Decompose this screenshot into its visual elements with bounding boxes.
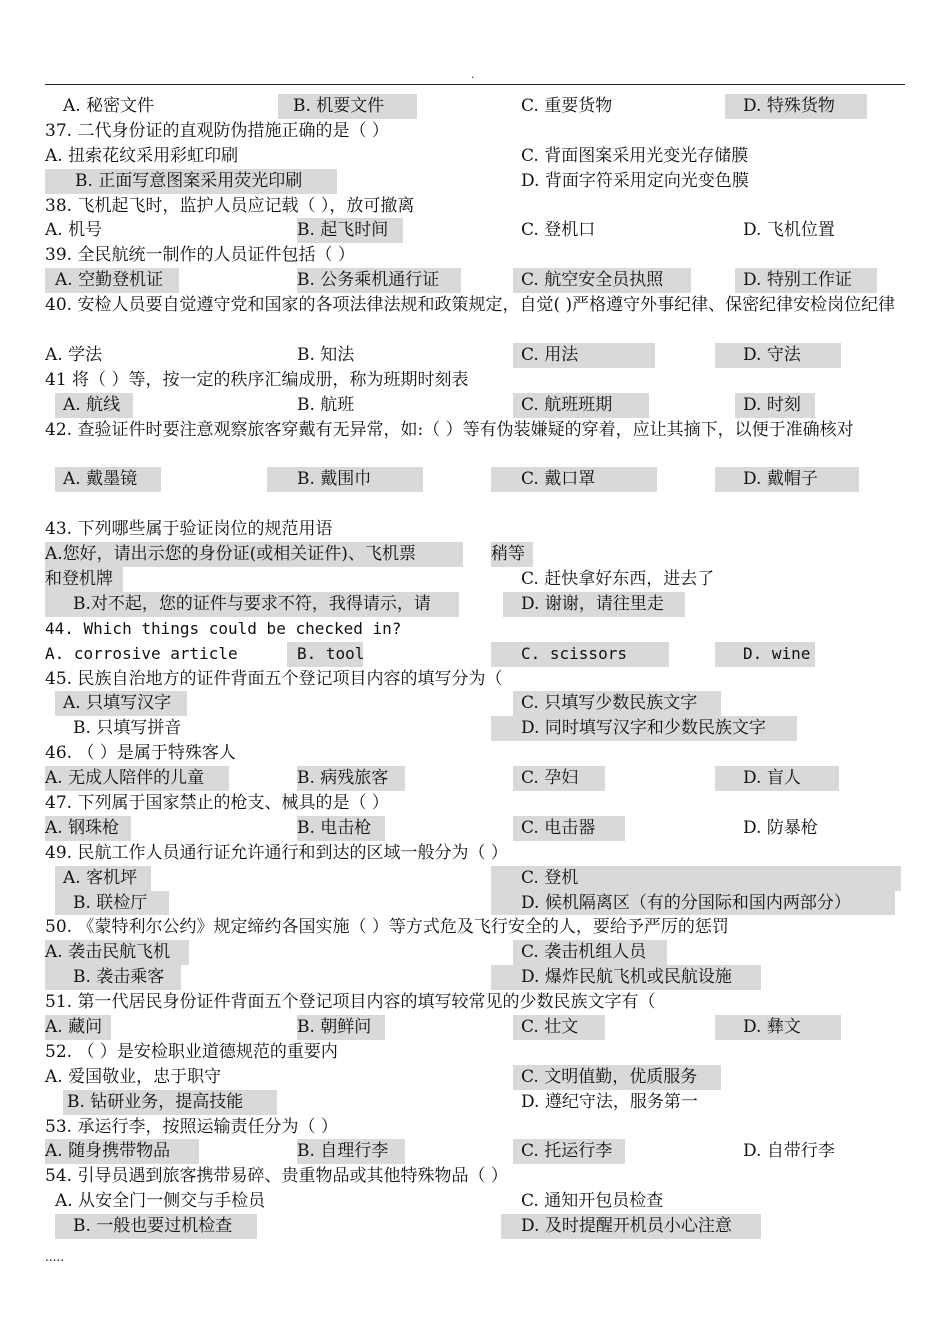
- question-text: 39. 全民航统一制作的人员证件包括（ ）: [45, 245, 355, 266]
- options-row: [45, 567, 907, 592]
- option-c: C. 航空安全员执照: [513, 268, 691, 293]
- question-text: 47. 下列属于国家禁止的枪支、械具的是（ ）: [45, 792, 389, 813]
- option-a-tail: 稍等: [491, 542, 533, 567]
- question-text: 45. 民族自治地方的证件背面五个登记项目内容的填写分为（: [45, 668, 503, 689]
- question-45: [45, 667, 907, 692]
- header-rule: [45, 84, 905, 85]
- question-text: 52. （ ）是安检职业道德规范的重要内: [45, 1041, 338, 1062]
- options-row: [45, 1090, 907, 1115]
- option-a: A. 钢珠枪: [45, 816, 131, 841]
- option-d: D. 盲人: [715, 766, 839, 791]
- question-text: 38. 飞机起飞时，监护人员应记载（ ），放可撤离: [45, 195, 415, 216]
- options-row: [45, 343, 907, 368]
- option-c: C. 通知开包员检查: [521, 1191, 664, 1212]
- option-a: A. 航线: [55, 393, 133, 418]
- option-c: C. 赶快拿好东西，进去了: [521, 568, 715, 589]
- option-d: D. 防暴枪: [743, 817, 818, 838]
- options-row: [45, 1065, 907, 1090]
- option-a: A. 无成人陪伴的儿童: [45, 766, 229, 791]
- option-c: C. 戴口罩: [491, 467, 657, 492]
- option-d: D. 飞机位置: [743, 220, 835, 241]
- options-row: [45, 218, 907, 243]
- option-a: A. 扭索花纹采用彩虹印刷: [45, 145, 239, 166]
- option-d: D. wine: [715, 642, 815, 667]
- options-row: [45, 766, 907, 791]
- option-c: C. 只填写少数民族文字: [513, 691, 721, 716]
- options-row: [45, 94, 907, 119]
- question-47: [45, 791, 907, 816]
- options-row: [45, 1189, 907, 1214]
- option-b: B. 只填写拼音: [73, 718, 182, 739]
- option-a: A. 袭击民航飞机: [45, 940, 189, 965]
- question-41: [45, 368, 907, 393]
- option-a: A. 空勤登机证: [45, 268, 179, 293]
- options-row: [45, 169, 907, 194]
- option-b: B.对不起，您的证件与要求不符，我得请示，请: [45, 592, 459, 617]
- question-37: [45, 119, 907, 144]
- option-a: A. 学法: [45, 344, 103, 365]
- question-text: 43. 下列哪些属于验证岗位的规范用语: [45, 519, 333, 540]
- question-54: [45, 1164, 907, 1189]
- option-a: A. 从安全门一侧交与手检员: [55, 1191, 266, 1212]
- question-text: 37. 二代身份证的直观防伪措施正确的是（ ）: [45, 120, 389, 141]
- option-c: C. 壮文: [513, 1015, 605, 1040]
- option-b: B. 联检厅: [55, 891, 169, 916]
- blank-line: [45, 492, 907, 517]
- option-c: C. 用法: [513, 343, 655, 368]
- options-row: [45, 268, 907, 293]
- option-c: C. scissors: [491, 642, 669, 667]
- option-d: D. 特殊货物: [725, 94, 867, 119]
- option-d: D. 彝文: [715, 1015, 841, 1040]
- option-d: D. 守法: [715, 343, 841, 368]
- option-c: C. 重要货物: [521, 96, 613, 116]
- option-c: C. 背面图案采用光变光存储膜: [521, 145, 749, 166]
- option-a: A. 随身携带物品: [45, 1139, 199, 1164]
- option-d: D. 谢谢，请往里走: [503, 592, 685, 617]
- option-c: C. 电击器: [513, 816, 625, 841]
- option-d: D. 爆炸民航飞机或民航设施: [491, 965, 761, 990]
- options-row: [45, 866, 907, 891]
- option-b: B. 自理行李: [297, 1139, 405, 1164]
- question-50: [45, 915, 907, 940]
- option-d: D. 时刻: [735, 393, 815, 418]
- question-text: 54. 引导员遇到旅客携带易碎、贵重物品或其他特殊物品（ ）: [45, 1166, 508, 1187]
- option-a: A. 藏问: [45, 1015, 111, 1040]
- options-row: [45, 592, 907, 617]
- option-d: D. 同时填写汉字和少数民族文字: [491, 716, 797, 741]
- option-b: B. 钻研业务，提高技能: [63, 1090, 277, 1115]
- option-c: C. 袭击机组人员: [513, 940, 667, 965]
- question-text: 40. 安检人员要自觉遵守党和国家的各项法律法规和政策规定，自觉( )严格遵守外事纪律、保密纪律安检岗位纪律: [45, 295, 896, 316]
- option-c: C. 登机口: [521, 220, 596, 241]
- options-row: [45, 816, 907, 841]
- question-text: 41 将（ ）等，按一定的秩序汇编成册，称为班期时刻表: [45, 369, 469, 390]
- options-row: [45, 642, 907, 667]
- option-a: A. 机号: [45, 220, 103, 241]
- option-c: C. 文明值勤，优质服务: [513, 1065, 721, 1090]
- option-d: D. 自带行李: [743, 1141, 835, 1162]
- option-b: B. 公务乘机通行证: [297, 268, 461, 293]
- question-42: [45, 418, 907, 468]
- question-53: [45, 1115, 907, 1140]
- option-b: B. 起飞时间: [297, 218, 403, 243]
- option-d: D. 及时提醒开机员小心注意: [501, 1214, 761, 1239]
- footer-ellipsis: .....: [45, 1250, 65, 1264]
- options-row: [45, 467, 907, 492]
- options-row: [45, 144, 907, 169]
- option-b: B. 航班: [297, 394, 355, 415]
- question-38: [45, 194, 907, 219]
- option-b: B. tool: [287, 642, 363, 667]
- question-text: 53. 承运行李，按照运输责任分为（ ）: [45, 1116, 338, 1137]
- options-row: [45, 1214, 907, 1239]
- option-b: B. 朝鲜问: [297, 1015, 385, 1040]
- options-row: [45, 940, 907, 965]
- option-b: B. 袭击乘客: [45, 965, 181, 990]
- option-d: D. 背面字符采用定向光变色膜: [521, 170, 749, 191]
- option-b: B. 一般也要过机检查: [55, 1214, 257, 1239]
- question-39: [45, 243, 907, 268]
- option-c: C. 航班班期: [513, 393, 649, 418]
- option-a: A. 秘密文件: [63, 96, 155, 116]
- option-a: A. corrosive article: [45, 643, 238, 663]
- options-row: [45, 965, 907, 990]
- option-d: D. 特别工作证: [735, 268, 877, 293]
- option-b: B. 病残旅客: [297, 766, 405, 791]
- option-a: A. 爱国敬业，忠于职守: [45, 1066, 222, 1087]
- options-row: [45, 1015, 907, 1040]
- options-row: [45, 1139, 907, 1164]
- question-text: 42. 查验证件时要注意观察旅客穿戴有无异常，如:（ ）等有伪装嫌疑的穿着，应让其摘下，以便于准确核对: [45, 419, 854, 440]
- options-row: [45, 891, 907, 916]
- question-51: [45, 990, 907, 1015]
- question-49: [45, 841, 907, 866]
- option-a: A. 只填写汉字: [55, 691, 187, 716]
- question-43: [45, 517, 907, 542]
- question-text: 49. 民航工作人员通行证允许通行和到达的区域一般分为（ ）: [45, 842, 508, 863]
- question-40: [45, 293, 907, 343]
- options-row: [45, 691, 907, 716]
- option-a: A.您好，请出示您的身份证(或相关证件)、飞机票: [45, 542, 463, 567]
- option-d: D. 戴帽子: [715, 467, 859, 492]
- option-b: B. 正面写意图案采用荧光印刷: [45, 169, 337, 194]
- option-c: C. 托运行李: [513, 1139, 625, 1164]
- option-c: C. 孕妇: [513, 766, 605, 791]
- header-dot: .: [471, 70, 475, 81]
- question-44: [45, 617, 907, 642]
- question-text: 44. Which things could be checked in?: [45, 618, 402, 638]
- question-text: 46. （ ）是属于特殊客人: [45, 743, 236, 764]
- question-text: 51. 第一代居民身份证件背面五个登记项目内容的填写较常见的少数民族文字有（: [45, 992, 656, 1013]
- option-b: B. 知法: [297, 344, 355, 365]
- option-b: B. 戴围巾: [267, 467, 423, 492]
- option-a: A. 戴墨镜: [55, 467, 161, 492]
- question-52: [45, 1040, 907, 1065]
- options-row: [45, 716, 907, 741]
- option-a-cont: 和登机牌: [45, 567, 123, 592]
- option-d: D. 候机隔离区（有的分国际和国内两部分）: [491, 891, 895, 916]
- options-row: [45, 542, 907, 567]
- option-d: D. 遵纪守法，服务第一: [521, 1091, 698, 1112]
- option-b: B. 机要文件: [278, 94, 417, 119]
- option-c: C. 登机: [491, 866, 901, 891]
- question-46: [45, 741, 907, 766]
- option-b: B. 电击枪: [297, 816, 385, 841]
- option-a: A. 客机坪: [55, 866, 151, 891]
- question-text: 50. 《蒙特利尔公约》规定缔约各国实施（ ）等方式危及飞行安全的人，要给予严厉的惩罚: [45, 917, 729, 938]
- question-list: [45, 94, 907, 1239]
- options-row: [45, 393, 907, 418]
